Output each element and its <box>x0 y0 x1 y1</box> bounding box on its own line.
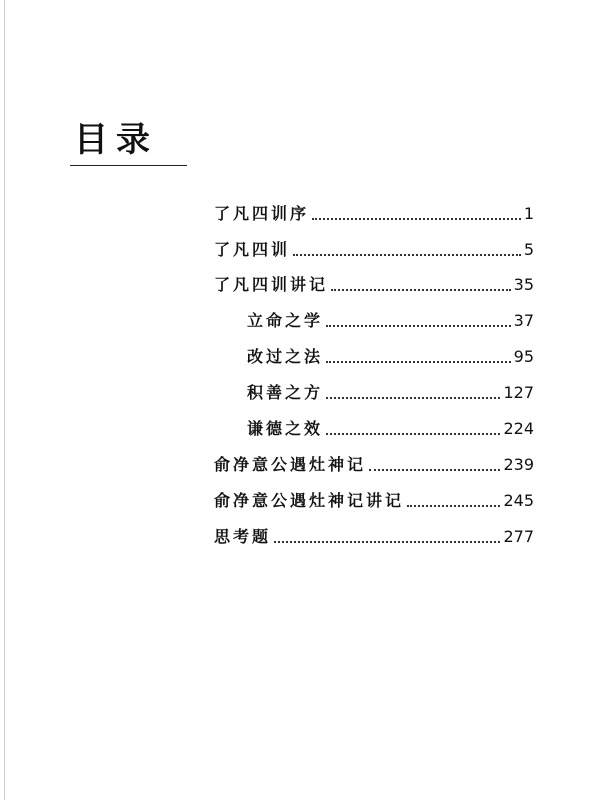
toc-leader-dots <box>274 541 500 543</box>
toc-entry-label: 积善之方 <box>247 383 324 402</box>
toc-entry-page: 127 <box>503 383 534 402</box>
toc-entry-label: 思考题 <box>214 527 272 546</box>
toc-entry-label: 立命之学 <box>247 311 324 330</box>
toc-leader-dots <box>326 433 500 435</box>
toc-leader-dots <box>326 361 511 363</box>
toc-leader-dots <box>331 289 511 291</box>
toc-leader-dots <box>312 218 521 220</box>
toc-entry-page: 239 <box>503 455 534 474</box>
toc-entry-label: 改过之法 <box>247 347 324 366</box>
toc-entry-page: 95 <box>513 347 534 366</box>
toc-entry[interactable] <box>214 272 534 298</box>
toc-entry[interactable] <box>214 237 534 263</box>
toc-leader-dots <box>369 469 500 471</box>
toc-leader-dots <box>407 505 500 507</box>
toc-entry[interactable] <box>214 524 534 550</box>
toc-entry-page: 277 <box>503 527 534 546</box>
toc-entry-page: 245 <box>503 491 534 510</box>
toc-entry[interactable] <box>214 488 534 514</box>
toc-entry-label: 了凡四训 <box>214 240 291 259</box>
toc-entry-page: 35 <box>513 275 534 294</box>
toc-subentry[interactable] <box>247 344 534 370</box>
toc-entry-label: 俞净意公遇灶神记 <box>214 455 367 474</box>
toc-entry-label: 谦德之效 <box>247 419 324 438</box>
toc-subentry[interactable] <box>247 380 534 406</box>
toc-entry-page: 224 <box>503 419 534 438</box>
toc-entry[interactable] <box>214 201 534 227</box>
toc-leader-dots <box>326 397 500 399</box>
toc-subentry[interactable] <box>247 416 534 442</box>
toc-entry-page: 1 <box>523 204 534 223</box>
toc-entry-label: 了凡四训讲记 <box>214 275 329 294</box>
toc-subentry[interactable] <box>247 308 534 334</box>
toc-title: 目录 <box>74 120 158 160</box>
toc-leader-dots <box>293 254 521 256</box>
toc-entry-page: 5 <box>523 240 534 259</box>
toc-entry[interactable] <box>214 452 534 478</box>
toc-entry-page: 37 <box>513 311 534 330</box>
toc-entry-label: 俞净意公遇灶神记讲记 <box>214 491 405 510</box>
toc-leader-dots <box>326 325 511 327</box>
toc-entry-label: 了凡四训序 <box>214 204 310 223</box>
